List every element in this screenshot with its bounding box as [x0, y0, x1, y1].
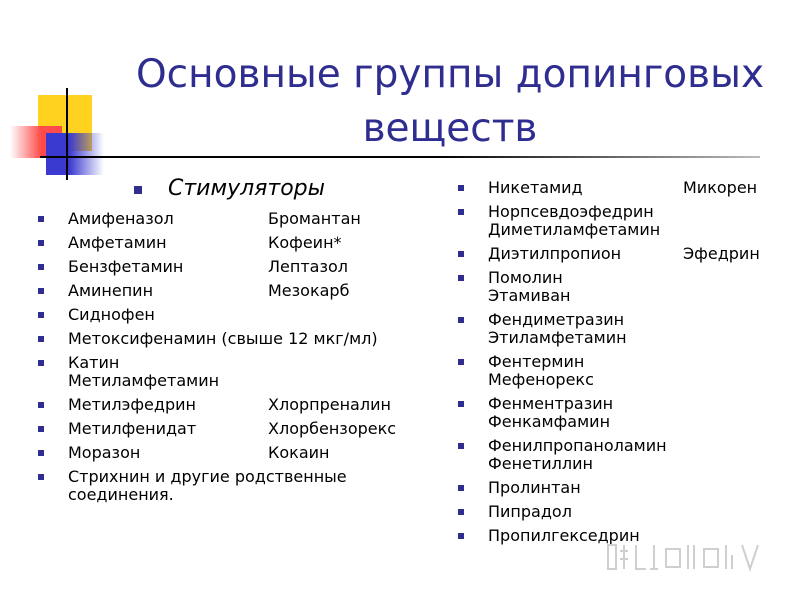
bullet-icon	[458, 251, 464, 257]
bullet-icon	[458, 401, 464, 407]
substance-item	[68, 468, 428, 504]
substance-item	[488, 437, 788, 473]
substance-item	[68, 306, 428, 324]
substance-item	[68, 330, 428, 348]
substance-name: Метоксифенамин (свыше 12 мкг/мл)	[68, 329, 378, 348]
substance-name: Амфетамин	[68, 233, 167, 252]
substance-name: Фенментразин	[488, 394, 614, 413]
category-label: Стимуляторы	[168, 176, 325, 201]
substance-name: Моразон	[68, 443, 141, 462]
substance-name: Амифеназол	[68, 209, 174, 228]
bullet-icon	[38, 312, 44, 318]
bullet-icon	[458, 275, 464, 281]
substance-name: соединения.	[68, 485, 174, 504]
bullet-icon	[458, 359, 464, 365]
substance-name: Этамиван	[488, 286, 571, 305]
substance-item	[68, 444, 428, 462]
right-substance-list	[488, 179, 788, 551]
substance-item	[68, 234, 428, 252]
substance-name: Фенетиллин	[488, 454, 593, 473]
substance-name: Диэтилпропион	[488, 244, 622, 263]
substance-item	[488, 245, 788, 263]
substance-name: Кофеин*	[268, 233, 342, 252]
substance-name: Пипрадол	[488, 502, 572, 521]
substance-item	[488, 269, 788, 305]
substance-name: Фентермин	[488, 352, 585, 371]
substance-name: Аминепин	[68, 281, 154, 300]
substance-name: Лептазол	[268, 257, 348, 276]
substance-item	[488, 179, 788, 197]
title-underline	[40, 156, 760, 158]
left-substance-list	[68, 210, 428, 510]
substance-name: Стрихнин и другие родственные	[68, 467, 347, 486]
decor-blue-square	[46, 133, 104, 175]
bullet-icon	[458, 317, 464, 323]
slide-title: Основные группы допинговых веществ	[135, 52, 765, 151]
decor-vertical-line	[66, 88, 68, 180]
substance-name: Кокаин	[268, 443, 330, 462]
substance-name: Бензфетамин	[68, 257, 184, 276]
substance-name: Фенкамфамин	[488, 412, 611, 431]
bullet-icon	[38, 336, 44, 342]
substance-name: Мезокарб	[268, 281, 350, 300]
substance-item	[488, 479, 788, 497]
bullet-icon	[458, 533, 464, 539]
bullet-icon	[38, 288, 44, 294]
watermark-logo	[604, 541, 764, 575]
substance-item	[488, 503, 788, 521]
substance-name: Диметиламфетамин	[488, 220, 661, 239]
substance-item	[68, 258, 428, 276]
substance-item	[68, 282, 428, 300]
substance-item	[68, 420, 428, 438]
substance-name: Метиламфетамин	[68, 371, 220, 390]
bullet-icon	[38, 264, 44, 270]
substance-name: Метилфенидат	[68, 419, 197, 438]
substance-item	[68, 210, 428, 228]
substance-name: Хлорпреналин	[268, 395, 391, 414]
substance-item	[68, 396, 428, 414]
substance-name: Пропилгекседрин	[488, 526, 640, 545]
bullet-icon	[458, 209, 464, 215]
substance-item	[488, 203, 788, 239]
substance-item	[68, 354, 428, 390]
bullet-icon	[38, 240, 44, 246]
substance-name: Микорен	[683, 178, 758, 197]
bullet-icon	[38, 216, 44, 222]
substance-name: Сиднофен	[68, 305, 155, 324]
substance-name: Помолин	[488, 268, 563, 287]
bullet-icon	[458, 509, 464, 515]
substance-name: Норпсевдоэфедрин	[488, 202, 654, 221]
bullet-icon	[38, 450, 44, 456]
bullet-icon	[458, 185, 464, 191]
substance-name: Катин	[68, 353, 120, 372]
bullet-icon	[134, 186, 142, 194]
bullet-icon	[458, 443, 464, 449]
substance-name: Метилэфедрин	[68, 395, 196, 414]
substance-name: Никетамид	[488, 178, 583, 197]
substance-name: Пролинтан	[488, 478, 581, 497]
bullet-icon	[458, 485, 464, 491]
substance-name: Бромантан	[268, 209, 361, 228]
substance-item	[488, 311, 788, 347]
bullet-icon	[38, 474, 44, 480]
substance-name: Эфедрин	[683, 244, 760, 263]
substance-name: Фендиметразин	[488, 310, 625, 329]
bullet-icon	[38, 426, 44, 432]
substance-name: Мефенорекс	[488, 370, 594, 389]
category-heading	[140, 176, 325, 201]
substance-name: Хлорбензорекс	[268, 419, 397, 438]
substance-item	[488, 395, 788, 431]
bullet-icon	[38, 360, 44, 366]
substance-item	[488, 353, 788, 389]
substance-name: Этиламфетамин	[488, 328, 627, 347]
substance-name: Фенилпропаноламин	[488, 436, 667, 455]
bullet-icon	[38, 402, 44, 408]
